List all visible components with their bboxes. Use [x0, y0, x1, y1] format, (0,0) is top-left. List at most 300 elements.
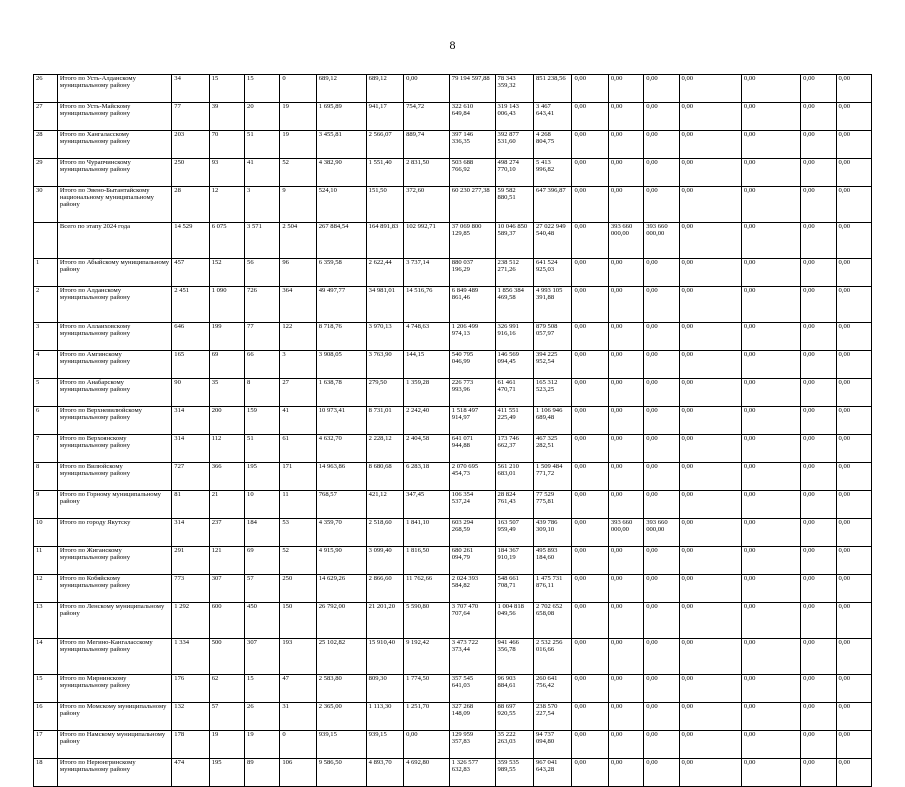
- value-cell: 0,00: [836, 131, 872, 159]
- value-cell: 0,00: [836, 379, 872, 407]
- table-row: [34, 407, 872, 435]
- value-cell: 392 877 531,60: [495, 131, 533, 159]
- row-name-cell: Итого по Кобяйскому муниципальному району: [57, 575, 171, 603]
- value-cell: 0,00: [836, 547, 872, 575]
- value-cell: 0,00: [404, 731, 450, 759]
- value-cell: 3 763,90: [366, 351, 403, 379]
- value-cell: 0,00: [741, 75, 800, 103]
- row-name-cell: Итого по Верхневилюйскому муниципальному району: [57, 407, 171, 435]
- value-cell: 6 359,58: [316, 259, 366, 287]
- value-cell: 8 718,76: [316, 323, 366, 351]
- value-cell: 0,00: [644, 103, 679, 131]
- value-cell: 0,00: [572, 159, 608, 187]
- table-row: [34, 731, 872, 759]
- value-cell: 0,00: [572, 351, 608, 379]
- value-cell: 2 024 393 584,82: [449, 575, 495, 603]
- value-cell: 2 228,12: [366, 435, 403, 463]
- table-row: [34, 519, 872, 547]
- value-cell: 238 570 227,54: [534, 703, 572, 731]
- value-cell: 307: [209, 575, 244, 603]
- value-cell: 0,00: [644, 731, 679, 759]
- value-cell: 79 194 597,88: [449, 75, 495, 103]
- value-cell: 0,00: [644, 639, 679, 675]
- value-cell: 314: [172, 519, 209, 547]
- value-cell: 0,00: [644, 75, 679, 103]
- value-cell: 0,00: [836, 351, 872, 379]
- value-cell: 1 326 577 632,83: [449, 759, 495, 787]
- value-cell: 25 102,82: [316, 639, 366, 675]
- row-number-cell: 11: [34, 547, 58, 575]
- value-cell: 393 660 000,00: [644, 519, 679, 547]
- value-cell: 397 146 336,35: [449, 131, 495, 159]
- value-cell: 89: [245, 759, 280, 787]
- value-cell: 66: [245, 351, 280, 379]
- row-name-cell: Итого по Абыйскому муниципальному району: [57, 259, 171, 287]
- value-cell: 151,50: [366, 187, 403, 223]
- value-cell: 6 283,18: [404, 463, 450, 491]
- value-cell: 132: [172, 703, 209, 731]
- value-cell: 0,00: [679, 675, 741, 703]
- table-row: [34, 435, 872, 463]
- value-cell: 15: [245, 75, 280, 103]
- value-cell: 364: [280, 287, 316, 323]
- value-cell: 0,00: [644, 463, 679, 491]
- value-cell: 2 583,80: [316, 675, 366, 703]
- value-cell: 146 569 094,45: [495, 351, 533, 379]
- table-row: [34, 187, 872, 223]
- value-cell: 0,00: [679, 407, 741, 435]
- value-cell: 31: [280, 703, 316, 731]
- table-row: [34, 491, 872, 519]
- value-cell: 561 210 683,01: [495, 463, 533, 491]
- value-cell: 200: [209, 407, 244, 435]
- value-cell: 2 070 695 454,73: [449, 463, 495, 491]
- value-cell: 3 099,40: [366, 547, 403, 575]
- value-cell: 0,00: [572, 759, 608, 787]
- value-cell: 941,17: [366, 103, 403, 131]
- value-cell: 144,15: [404, 351, 450, 379]
- value-cell: 4 748,63: [404, 323, 450, 351]
- value-cell: 851 238,56: [534, 75, 572, 103]
- value-cell: 1 334: [172, 639, 209, 675]
- table-row: [34, 323, 872, 351]
- value-cell: 0,00: [801, 187, 836, 223]
- value-cell: 15: [245, 675, 280, 703]
- value-cell: 0,00: [572, 379, 608, 407]
- value-cell: 474: [172, 759, 209, 787]
- row-name-cell: Итого по Аллаиховскому муниципальному району: [57, 323, 171, 351]
- value-cell: 19: [245, 731, 280, 759]
- value-cell: 0,00: [608, 731, 643, 759]
- row-number-cell: 5: [34, 379, 58, 407]
- value-cell: 165: [172, 351, 209, 379]
- value-cell: 1 509 484 771,72: [534, 463, 572, 491]
- value-cell: 14 516,76: [404, 287, 450, 323]
- value-cell: 0,00: [679, 575, 741, 603]
- value-cell: 0,00: [679, 131, 741, 159]
- value-cell: 20: [245, 103, 280, 131]
- value-cell: 250: [280, 575, 316, 603]
- value-cell: 540 795 046,99: [449, 351, 495, 379]
- value-cell: 0,00: [679, 351, 741, 379]
- row-number-cell: 30: [34, 187, 58, 223]
- value-cell: 307: [245, 639, 280, 675]
- value-cell: 0,00: [679, 603, 741, 639]
- value-cell: 8 680,68: [366, 463, 403, 491]
- value-cell: 77 529 775,81: [534, 491, 572, 519]
- value-cell: 359 535 989,55: [495, 759, 533, 787]
- value-cell: 0,00: [741, 575, 800, 603]
- value-cell: 2 365,00: [316, 703, 366, 731]
- value-cell: 88 697 920,55: [495, 703, 533, 731]
- value-cell: 0,00: [572, 287, 608, 323]
- value-cell: 394 225 952,54: [534, 351, 572, 379]
- value-cell: 689,12: [316, 75, 366, 103]
- value-cell: 889,74: [404, 131, 450, 159]
- row-number-cell: 15: [34, 675, 58, 703]
- value-cell: 0,00: [572, 407, 608, 435]
- value-cell: 0,00: [836, 187, 872, 223]
- value-cell: 0,00: [741, 463, 800, 491]
- value-cell: 0,00: [608, 463, 643, 491]
- row-name-cell: Итого по Усть-Алданскому муниципальному району: [57, 75, 171, 103]
- value-cell: 524,10: [316, 187, 366, 223]
- row-name-cell: Итого по Нерюнгринскому муниципальному району: [57, 759, 171, 787]
- value-cell: 439 786 309,10: [534, 519, 572, 547]
- value-cell: 0,00: [836, 407, 872, 435]
- value-cell: 314: [172, 435, 209, 463]
- value-cell: 0,00: [801, 103, 836, 131]
- value-cell: 0,00: [801, 131, 836, 159]
- value-cell: 2 518,60: [366, 519, 403, 547]
- value-cell: 28: [172, 187, 209, 223]
- value-cell: 2 404,58: [404, 435, 450, 463]
- value-cell: 0,00: [679, 159, 741, 187]
- value-cell: 5 413 996,82: [534, 159, 572, 187]
- value-cell: 28 824 761,43: [495, 491, 533, 519]
- value-cell: 0,00: [572, 435, 608, 463]
- row-number-cell: 14: [34, 639, 58, 675]
- table-row: [34, 223, 872, 259]
- value-cell: 0,00: [741, 731, 800, 759]
- value-cell: 237: [209, 519, 244, 547]
- value-cell: 0,00: [741, 103, 800, 131]
- value-cell: 0,00: [801, 223, 836, 259]
- value-cell: 0,00: [836, 575, 872, 603]
- value-cell: 0,00: [644, 187, 679, 223]
- value-cell: 0,00: [679, 75, 741, 103]
- value-cell: 0,00: [836, 287, 872, 323]
- value-cell: 0,00: [836, 159, 872, 187]
- value-cell: 879 508 057,97: [534, 323, 572, 351]
- value-cell: 34 981,01: [366, 287, 403, 323]
- value-cell: 548 661 708,71: [495, 575, 533, 603]
- value-cell: 0,00: [608, 379, 643, 407]
- value-cell: 1 475 731 876,11: [534, 575, 572, 603]
- value-cell: 78 343 359,32: [495, 75, 533, 103]
- value-cell: 2 622,44: [366, 259, 403, 287]
- value-cell: 35: [209, 379, 244, 407]
- value-cell: 0,00: [608, 287, 643, 323]
- value-cell: 0,00: [572, 675, 608, 703]
- value-cell: 3 571: [245, 223, 280, 259]
- value-cell: 0,00: [836, 703, 872, 731]
- value-cell: 0,00: [741, 323, 800, 351]
- value-cell: 260 641 756,42: [534, 675, 572, 703]
- table-row: [34, 131, 872, 159]
- value-cell: 0: [280, 75, 316, 103]
- row-name-cell: Итого по Мирнинскому муниципальному району: [57, 675, 171, 703]
- value-cell: 4 993 105 391,88: [534, 287, 572, 323]
- value-cell: 467 325 282,51: [534, 435, 572, 463]
- value-cell: 2 504: [280, 223, 316, 259]
- value-cell: 0,00: [836, 759, 872, 787]
- value-cell: 2 532 256 016,66: [534, 639, 572, 675]
- value-cell: 0,00: [741, 435, 800, 463]
- value-cell: 357 545 641,03: [449, 675, 495, 703]
- value-cell: 0,00: [644, 131, 679, 159]
- value-cell: 0,00: [679, 639, 741, 675]
- value-cell: 60 230 277,38: [449, 187, 495, 223]
- value-cell: 26: [245, 703, 280, 731]
- value-cell: 96 903 884,61: [495, 675, 533, 703]
- page-number: 8: [449, 38, 456, 52]
- value-cell: 0,00: [741, 223, 800, 259]
- value-cell: 1 359,28: [404, 379, 450, 407]
- value-cell: 51: [245, 131, 280, 159]
- value-cell: 1 090: [209, 287, 244, 323]
- value-cell: 0,00: [741, 547, 800, 575]
- row-name-cell: Итого по Ленскому муниципальному району: [57, 603, 171, 639]
- value-cell: 0,00: [801, 603, 836, 639]
- value-cell: 27: [280, 379, 316, 407]
- value-cell: 4 692,80: [404, 759, 450, 787]
- row-number-cell: 18: [34, 759, 58, 787]
- value-cell: 0,00: [679, 519, 741, 547]
- row-number-cell: 29: [34, 159, 58, 187]
- value-cell: 647 396,87: [534, 187, 572, 223]
- value-cell: 250: [172, 159, 209, 187]
- value-cell: 0,00: [801, 75, 836, 103]
- value-cell: 8: [245, 379, 280, 407]
- value-cell: 11: [280, 491, 316, 519]
- value-cell: 35 222 263,03: [495, 731, 533, 759]
- value-cell: 12: [209, 187, 244, 223]
- value-cell: 1 841,10: [404, 519, 450, 547]
- value-cell: 0,00: [801, 463, 836, 491]
- value-cell: 680 261 094,79: [449, 547, 495, 575]
- row-number-cell: 3: [34, 323, 58, 351]
- value-cell: 90: [172, 379, 209, 407]
- value-cell: 0,00: [801, 491, 836, 519]
- value-cell: 4 359,70: [316, 519, 366, 547]
- value-cell: 0,00: [801, 639, 836, 675]
- value-cell: 0,00: [608, 703, 643, 731]
- value-cell: 0,00: [644, 435, 679, 463]
- value-cell: 2 451: [172, 287, 209, 323]
- value-cell: 0,00: [836, 323, 872, 351]
- value-cell: 102 992,71: [404, 223, 450, 259]
- table-row: [34, 675, 872, 703]
- value-cell: 0,00: [572, 463, 608, 491]
- value-cell: 0,00: [679, 223, 741, 259]
- value-cell: 226 773 993,96: [449, 379, 495, 407]
- value-cell: 726: [245, 287, 280, 323]
- value-cell: 61: [280, 435, 316, 463]
- value-cell: 641 524 925,03: [534, 259, 572, 287]
- value-cell: 0,00: [572, 259, 608, 287]
- value-cell: 0,00: [679, 259, 741, 287]
- row-number-cell: 12: [34, 575, 58, 603]
- value-cell: 0,00: [801, 759, 836, 787]
- value-cell: 0,00: [644, 379, 679, 407]
- table-row: [34, 287, 872, 323]
- value-cell: 21 201,20: [366, 603, 403, 639]
- row-number-cell: 4: [34, 351, 58, 379]
- value-cell: 51: [245, 435, 280, 463]
- value-cell: 203: [172, 131, 209, 159]
- value-cell: 2 866,60: [366, 575, 403, 603]
- row-name-cell: Итого по городу Якутску: [57, 519, 171, 547]
- value-cell: 1 816,50: [404, 547, 450, 575]
- value-cell: 11 762,66: [404, 575, 450, 603]
- value-cell: 176: [172, 675, 209, 703]
- value-cell: 173 746 662,37: [495, 435, 533, 463]
- value-cell: 0,00: [801, 731, 836, 759]
- value-cell: 4 632,70: [316, 435, 366, 463]
- value-cell: 112: [209, 435, 244, 463]
- data-table: [33, 74, 872, 787]
- value-cell: 0,00: [801, 703, 836, 731]
- value-cell: 27 022 949 540,48: [534, 223, 572, 259]
- value-cell: 0,00: [608, 675, 643, 703]
- value-cell: 70: [209, 131, 244, 159]
- value-cell: 19: [280, 103, 316, 131]
- value-cell: 0,00: [644, 351, 679, 379]
- value-cell: 56: [245, 259, 280, 287]
- value-cell: 129 959 357,83: [449, 731, 495, 759]
- row-name-cell: Итого по Хангаласскому муниципальному району: [57, 131, 171, 159]
- table-row: [34, 75, 872, 103]
- value-cell: 3 467 643,41: [534, 103, 572, 131]
- value-cell: 69: [245, 547, 280, 575]
- value-cell: 0,00: [608, 259, 643, 287]
- value-cell: 0,00: [608, 323, 643, 351]
- value-cell: 47: [280, 675, 316, 703]
- value-cell: 121: [209, 547, 244, 575]
- value-cell: 0,00: [572, 131, 608, 159]
- value-cell: 0,00: [741, 287, 800, 323]
- value-cell: 366: [209, 463, 244, 491]
- value-cell: 0,00: [836, 675, 872, 703]
- value-cell: 0,00: [741, 675, 800, 703]
- value-cell: 4 915,90: [316, 547, 366, 575]
- value-cell: 10 973,41: [316, 407, 366, 435]
- value-cell: 0,00: [644, 575, 679, 603]
- row-name-cell: Итого по Эвено-Бытантайскому национальному муниципальному району: [57, 187, 171, 223]
- value-cell: 2 831,50: [404, 159, 450, 187]
- value-cell: 941 466 356,78: [495, 639, 533, 675]
- value-cell: 106: [280, 759, 316, 787]
- row-name-cell: Итого по Усть-Майскому муниципальному району: [57, 103, 171, 131]
- value-cell: 52: [280, 547, 316, 575]
- value-cell: 0,00: [644, 703, 679, 731]
- value-cell: 727: [172, 463, 209, 491]
- row-name-cell: Итого по Амгинскому муниципальному району: [57, 351, 171, 379]
- value-cell: 6 849 489 861,46: [449, 287, 495, 323]
- value-cell: 0,00: [679, 703, 741, 731]
- table-row: [34, 103, 872, 131]
- value-cell: 1 638,78: [316, 379, 366, 407]
- row-number-cell: 16: [34, 703, 58, 731]
- value-cell: 0,00: [741, 703, 800, 731]
- value-cell: 0,00: [801, 675, 836, 703]
- value-cell: 393 660 000,00: [608, 519, 643, 547]
- table-row: [34, 575, 872, 603]
- value-cell: 0,00: [644, 491, 679, 519]
- value-cell: 77: [245, 323, 280, 351]
- value-cell: 0,00: [679, 491, 741, 519]
- value-cell: 10: [245, 491, 280, 519]
- value-cell: 37 069 800 129,85: [449, 223, 495, 259]
- value-cell: 0,00: [608, 75, 643, 103]
- value-cell: 0,00: [836, 103, 872, 131]
- value-cell: 0,00: [404, 75, 450, 103]
- value-cell: 0,00: [608, 435, 643, 463]
- value-cell: 0,00: [572, 103, 608, 131]
- row-name-cell: Итого по Момскому муниципальному району: [57, 703, 171, 731]
- value-cell: 0,00: [679, 379, 741, 407]
- value-cell: 0,00: [679, 323, 741, 351]
- value-cell: 53: [280, 519, 316, 547]
- value-cell: 193: [280, 639, 316, 675]
- value-cell: 57: [245, 575, 280, 603]
- value-cell: 0,00: [608, 159, 643, 187]
- value-cell: 0,00: [608, 491, 643, 519]
- value-cell: 4 382,90: [316, 159, 366, 187]
- table-row: [34, 703, 872, 731]
- value-cell: 0,00: [644, 259, 679, 287]
- value-cell: 347,45: [404, 491, 450, 519]
- value-cell: 319 143 006,43: [495, 103, 533, 131]
- value-cell: 0,00: [679, 103, 741, 131]
- value-cell: 457: [172, 259, 209, 287]
- value-cell: 19: [209, 731, 244, 759]
- value-cell: 689,12: [366, 75, 403, 103]
- value-cell: 195: [209, 759, 244, 787]
- value-cell: 0,00: [572, 575, 608, 603]
- value-cell: 1 551,40: [366, 159, 403, 187]
- table-row: [34, 547, 872, 575]
- value-cell: 0,00: [644, 323, 679, 351]
- value-cell: 0,00: [644, 675, 679, 703]
- value-cell: 238 512 271,26: [495, 259, 533, 287]
- value-cell: 184 367 910,19: [495, 547, 533, 575]
- value-cell: 0,00: [836, 75, 872, 103]
- value-cell: 0,00: [801, 351, 836, 379]
- row-name-cell: Итого по Алданскому муниципальному району: [57, 287, 171, 323]
- value-cell: 1 113,30: [366, 703, 403, 731]
- value-cell: 0,00: [572, 187, 608, 223]
- value-cell: 809,30: [366, 675, 403, 703]
- value-cell: 26 792,00: [316, 603, 366, 639]
- row-number-cell: 7: [34, 435, 58, 463]
- value-cell: 754,72: [404, 103, 450, 131]
- row-name-cell: Итого по Жиганскому муниципальному району: [57, 547, 171, 575]
- value-cell: 0,00: [741, 491, 800, 519]
- value-cell: 267 884,54: [316, 223, 366, 259]
- row-number-cell: 26: [34, 75, 58, 103]
